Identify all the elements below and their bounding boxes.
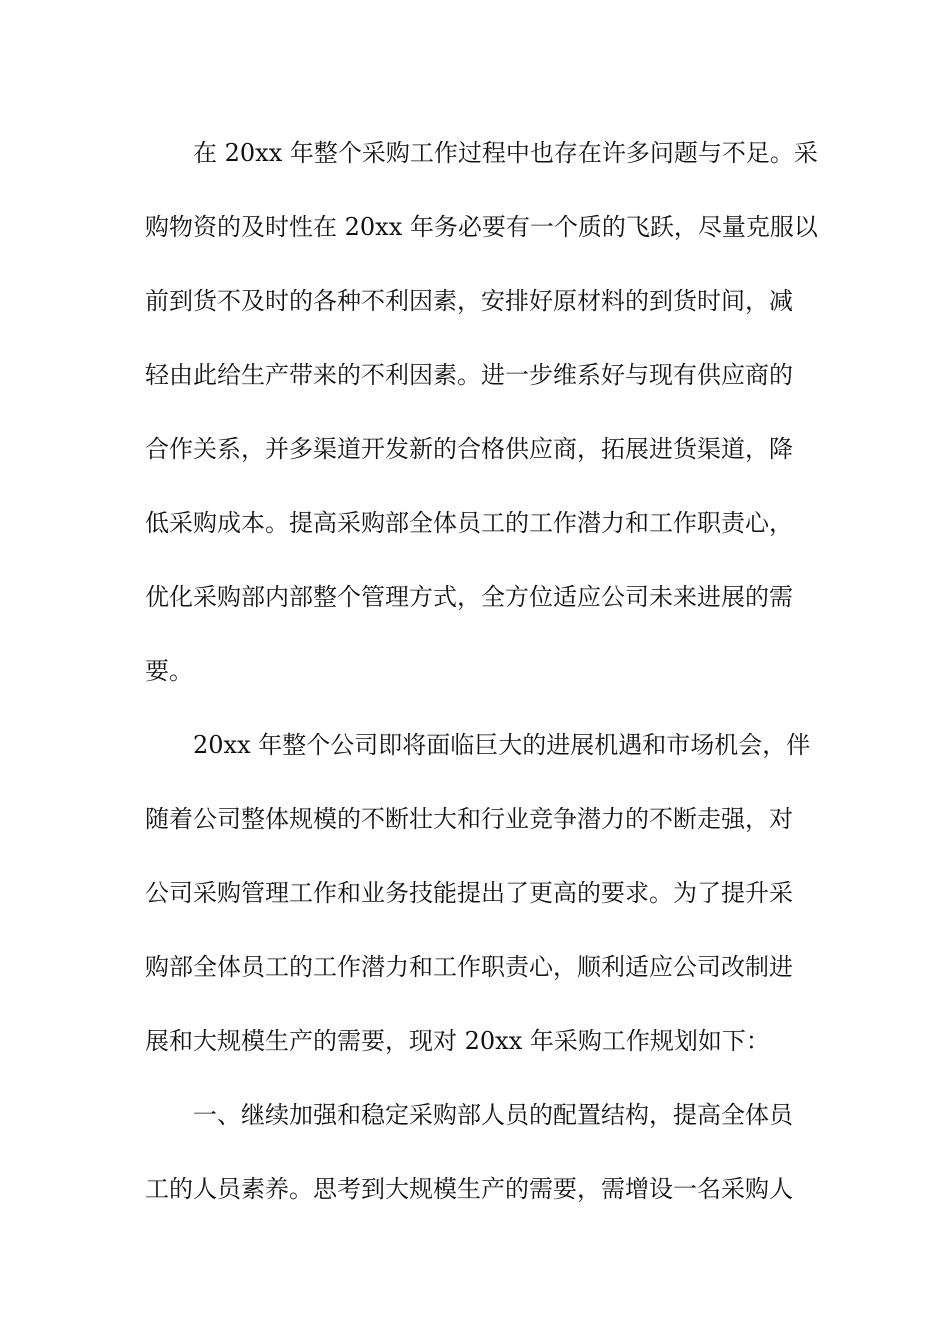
paragraph-1-line-5: 合作关系，并多渠道开发新的合格供应商，拓展进货渠道，降 <box>145 435 793 463</box>
paragraph-2-line-4: 购部全体员工的工作潜力和工作职责心，顺利适应公司改制进 <box>145 953 793 981</box>
paragraph-1-line-2: 购物资的及时性在 20xx 年务必要有一个质的飞跃，尽量克服以 <box>145 213 818 241</box>
paragraph-1-line-7: 优化采购部内部整个管理方式，全方位适应公司未来进展的需 <box>145 583 793 611</box>
paragraph-2-line-3: 公司采购管理工作和业务技能提出了更高的要求。为了提升采 <box>145 879 793 907</box>
paragraph-1-line-1: 在 20xx 年整个采购工作过程中也存在许多问题与不足。采 <box>193 139 818 167</box>
paragraph-2-line-1: 20xx 年整个公司即将面临巨大的进展机遇和市场机会，伴 <box>193 731 811 759</box>
paragraph-2-line-2: 随着公司整体规模的不断壮大和行业竞争潜力的不断走强，对 <box>145 805 793 833</box>
paragraph-3-line-1: 一、继续加强和稳定采购部人员的配置结构，提高全体员 <box>193 1101 793 1129</box>
paragraph-3-line-2: 工的人员素养。思考到大规模生产的需要，需增设一名采购人 <box>145 1175 793 1203</box>
paragraph-1-line-4: 轻由此给生产带来的不利因素。进一步维系好与现有供应商的 <box>145 361 793 389</box>
paragraph-1-line-3: 前到货不及时的各种不利因素，安排好原材料的到货时间，减 <box>145 287 793 315</box>
paragraph-1-line-6: 低采购成本。提高采购部全体员工的工作潜力和工作职责心， <box>145 509 793 537</box>
paragraph-1-line-8: 要。 <box>145 657 193 685</box>
paragraph-2-line-5: 展和大规模生产的需要，现对 20xx 年采购工作规划如下： <box>145 1027 770 1055</box>
